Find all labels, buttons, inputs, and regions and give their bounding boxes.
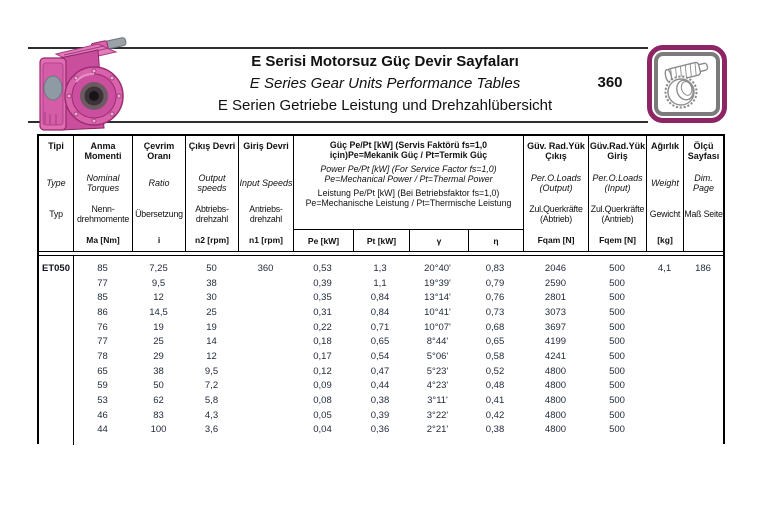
col-label-tr: Ölçü Sayfası: [687, 141, 720, 161]
cell-fqem: 500: [609, 277, 625, 289]
cell-fqem: 500: [609, 321, 625, 333]
unit-eta: η: [468, 230, 523, 252]
table-row: [39, 364, 723, 379]
col-header-dimension-page: [683, 136, 723, 252]
cell-output-speed: 7,2: [204, 380, 219, 392]
cell-output-speed: 5,8: [204, 395, 219, 407]
cell-eta: 0,48: [485, 380, 505, 392]
cell-pe: 0,39: [313, 277, 332, 289]
cell-ratio: 50: [153, 380, 164, 392]
cell-output-speed: 9,5: [204, 365, 219, 377]
cell-pt: 0,38: [370, 395, 390, 407]
cell-fqam: 2801: [544, 292, 567, 304]
col-header-power-group: [293, 136, 523, 252]
col-header-radial-load-output: [523, 136, 588, 252]
col-label-tr: Ağırlık: [650, 141, 679, 151]
col-header-nominal-torque: [73, 136, 132, 252]
cell-output-speed: 14: [206, 336, 217, 348]
cell-fqam: 4241: [544, 350, 567, 362]
col-label-en: Per.O.Loads (Input): [592, 173, 643, 193]
cell-pe: 0,05: [313, 409, 332, 421]
cell-output-speed: 12: [206, 350, 217, 362]
power-desc-de: Leistung Pe/Pt [kW] (Bei Betriebsfaktor fs=1,0) Pe=Mechanische Leistung / Pt=Thermische Leistung: [305, 188, 512, 208]
cell-gamma: 5°06': [426, 350, 449, 362]
col-unit: n2 [rpm]: [195, 235, 229, 245]
cell-gamma: 10°07': [424, 321, 451, 333]
cell-pt: 1,3: [373, 262, 387, 274]
col-label-de: Übersetzung: [135, 208, 183, 219]
power-group-description: [294, 136, 523, 229]
cell-output-speed: 4,3: [204, 409, 219, 421]
cell-fqem: 500: [609, 350, 625, 362]
cell-eta: 0,76: [485, 292, 505, 304]
col-header-type: [39, 136, 73, 252]
cell-pt: 0,39: [370, 409, 390, 421]
col-label-en: Dim. Page: [692, 173, 715, 193]
cell-fqam: 3073: [544, 306, 567, 318]
cell-gamma: 8°44': [426, 336, 449, 348]
table-header: [39, 136, 723, 252]
cell-gamma: 19°39': [424, 277, 451, 289]
col-label-tr: Tipi: [48, 141, 64, 151]
col-label-de: Typ: [49, 208, 63, 219]
col-unit: Ma [Nm]: [86, 235, 120, 245]
cell-torque: 77: [97, 277, 108, 289]
cell-output-speed: 30: [206, 292, 217, 304]
cell-pe: 0,31: [313, 306, 332, 318]
cell-torque: 53: [97, 395, 108, 407]
cell-output-speed: 25: [206, 306, 217, 318]
page-number: 360: [597, 74, 623, 91]
cell-pt: 0,84: [370, 306, 390, 318]
table-row: [39, 276, 723, 291]
col-label-tr: Güv.Rad.Yük Giriş: [589, 141, 646, 161]
col-label-tr: Çıkış Devri: [188, 141, 236, 151]
cell-ratio: 62: [153, 395, 164, 407]
cell-ratio: 19: [153, 321, 164, 333]
cell-eta: 0,52: [485, 365, 505, 377]
col-label-de: Maß Seite: [684, 208, 723, 219]
col-header-ratio: [132, 136, 185, 252]
corner-icon-inner-frame: [654, 52, 720, 116]
cell-dim-page: 186: [695, 262, 711, 274]
cell-eta: 0,65: [485, 336, 505, 348]
worm-gear-icon: [658, 56, 716, 112]
cell-fqem: 500: [609, 409, 625, 421]
cell-torque: 46: [97, 409, 108, 421]
title-block: [150, 51, 620, 117]
col-header-output-speed: [185, 136, 238, 252]
cell-type: ET050: [42, 262, 70, 274]
cell-fqem: 500: [609, 336, 625, 348]
cell-output-speed: 3,6: [204, 424, 219, 436]
table-row: [39, 261, 723, 276]
cell-gamma: 13°14': [424, 292, 451, 304]
cell-pt: 0,44: [370, 380, 390, 392]
table-row: [39, 408, 723, 423]
cell-gamma: 3°22': [426, 409, 449, 421]
cell-fqam: 4800: [544, 409, 567, 421]
cell-gamma: 5°23': [426, 365, 449, 377]
cell-torque: 85: [97, 292, 108, 304]
cell-fqam: 4800: [544, 424, 567, 436]
table-row: [39, 305, 723, 320]
power-group-units: [294, 229, 523, 252]
cell-torque: 44: [97, 424, 108, 436]
col-label-tr: Çevrim Oranı: [143, 141, 175, 161]
col-label-tr: Anma Momenti: [84, 141, 122, 161]
col-label-en: Ratio: [148, 178, 170, 188]
col-label-de: Zul.Querkräfte (Antrieb): [590, 203, 645, 224]
col-unit: [kg]: [657, 235, 673, 245]
cell-gamma: 4°23': [426, 380, 449, 392]
cell-fqam: 2046: [544, 262, 567, 274]
col-header-input-speed: [238, 136, 293, 252]
cell-torque: 65: [97, 365, 108, 377]
table-row: [39, 423, 723, 438]
table-row: [39, 290, 723, 305]
page-title-turkish: E Serisi Motorsuz Güç Devir Sayfaları: [251, 53, 519, 70]
cell-pe: 0,08: [313, 395, 332, 407]
col-label-en: Type: [46, 178, 66, 188]
cell-ratio: 7,25: [149, 262, 168, 274]
table-row: [39, 334, 723, 349]
cell-ratio: 100: [150, 424, 167, 436]
page-title-english: E Series Gear Units Performance Tables: [249, 75, 521, 92]
power-desc-en: Power Pe/Pt [kW] (For Service Factor fs=1,0) Pe=Mechanical Power / Pt=Thermal Power: [320, 164, 497, 184]
cell-torque: 59: [97, 380, 108, 392]
col-label-en: Nominal Torques: [86, 173, 120, 193]
cell-pe: 0,09: [313, 380, 332, 392]
cell-torque: 78: [97, 350, 108, 362]
cell-torque: 76: [97, 321, 108, 333]
cell-output-speed: 19: [206, 321, 217, 333]
cell-gamma: 20°40': [424, 262, 451, 274]
col-label-en: Per.O.Loads (Output): [530, 173, 582, 193]
table-row: [39, 393, 723, 408]
cell-ratio: 25: [153, 336, 164, 348]
col-label-de: Zul.Querkräfte (Abtrieb): [529, 203, 583, 224]
cell-ratio: 29: [153, 350, 164, 362]
cell-fqem: 500: [609, 306, 625, 318]
cell-ratio: 12: [153, 292, 164, 304]
cell-pe: 0,35: [313, 292, 332, 304]
table-row: [39, 349, 723, 364]
table-body: [39, 256, 723, 445]
col-label-de: Gewicht: [649, 208, 681, 219]
cell-fqem: 500: [609, 262, 625, 274]
cell-gamma: 2°21': [426, 424, 449, 436]
performance-table: [37, 134, 725, 444]
cell-ratio: 38: [153, 365, 164, 377]
cell-ratio: 9,5: [151, 277, 166, 289]
col-label-en: Weight: [651, 178, 679, 188]
cell-weight: 4,1: [657, 262, 672, 274]
col-label-de: Abtriebs-drehzahl: [195, 203, 229, 224]
cell-pe: 0,17: [313, 350, 332, 362]
cell-fqam: 4199: [544, 336, 567, 348]
cell-pt: 1,1: [373, 277, 387, 289]
cell-fqem: 500: [609, 292, 625, 304]
table-row: [39, 320, 723, 335]
cell-gamma: 10°41': [424, 306, 451, 318]
cell-fqam: 4800: [544, 365, 567, 377]
cell-ratio: 83: [153, 409, 164, 421]
table-row: [39, 379, 723, 394]
col-label-en: Input Speeds: [239, 178, 293, 188]
cell-pt: 0,71: [370, 321, 390, 333]
cell-fqem: 500: [609, 424, 625, 436]
cell-fqem: 500: [609, 365, 625, 377]
gearbox-product-image: [36, 8, 130, 136]
col-label-de: Antriebs-drehzahl: [249, 203, 283, 224]
cell-eta: 0,38: [485, 424, 505, 436]
cell-eta: 0,42: [485, 409, 505, 421]
col-unit: i: [157, 235, 161, 245]
cell-gamma: 3°11': [427, 395, 448, 407]
col-unit: [684, 229, 723, 251]
power-desc-tr: Güç Pe/Pt [kW] (Servis Faktörü fs=1,0 için)Pe=Mekanik Güç / Pt=Termik Güç: [329, 140, 488, 160]
page-title-german: E Serien Getriebe Leistung und Drehzahlübersicht: [217, 97, 553, 114]
unit-pt: Pt [kW]: [353, 230, 409, 252]
cell-fqem: 500: [609, 395, 625, 407]
cell-ratio: 14,5: [149, 306, 168, 318]
unit-pe: Pe [kW]: [307, 236, 340, 246]
cell-input-speed: 360: [257, 262, 274, 274]
col-unit: n1 [rpm]: [249, 235, 283, 245]
cell-pt: 0,54: [370, 350, 390, 362]
cell-eta: 0,68: [485, 321, 505, 333]
cell-fqem: 500: [609, 380, 625, 392]
cell-fqam: 4800: [544, 380, 567, 392]
cell-eta: 0,79: [485, 277, 505, 289]
col-label-tr: Güv. Rad.Yük Çıkış: [527, 141, 585, 161]
cell-torque: 86: [97, 306, 108, 318]
cell-pe: 0,04: [313, 424, 332, 436]
col-header-radial-load-input: [588, 136, 646, 252]
col-unit: Fqam [N]: [537, 235, 575, 245]
corner-icon-frame: [647, 45, 727, 123]
cell-eta: 0,41: [485, 395, 505, 407]
col-label-en: Output speeds: [197, 173, 227, 193]
cell-fqam: 3697: [544, 321, 567, 333]
cell-pe: 0,53: [313, 262, 332, 274]
cell-fqam: 2590: [544, 277, 567, 289]
cell-eta: 0,83: [485, 262, 505, 274]
cell-eta: 0,73: [485, 306, 505, 318]
cell-pe: 0,12: [313, 365, 332, 377]
pink-gearbox-illustration: [36, 8, 130, 136]
cell-eta: 0,58: [485, 350, 505, 362]
cell-output-speed: 50: [206, 262, 217, 274]
col-label-tr: Giriş Devri: [243, 141, 289, 151]
cell-pe: 0,22: [313, 321, 332, 333]
col-unit: [39, 229, 73, 251]
cell-pt: 0,47: [370, 365, 390, 377]
cell-fqam: 4800: [544, 395, 567, 407]
cell-pt: 0,65: [370, 336, 390, 348]
cell-torque: 77: [97, 336, 108, 348]
cell-torque: 85: [97, 262, 108, 274]
col-header-weight: [646, 136, 683, 252]
col-label-de: Nenn-drehmomente: [76, 203, 130, 224]
cell-pe: 0,18: [313, 336, 332, 348]
cell-pt: 0,36: [370, 424, 390, 436]
col-unit: Fqem [N]: [599, 235, 636, 245]
cell-pt: 0,84: [370, 292, 390, 304]
cell-output-speed: 38: [206, 277, 217, 289]
unit-gamma: γ: [409, 230, 468, 252]
